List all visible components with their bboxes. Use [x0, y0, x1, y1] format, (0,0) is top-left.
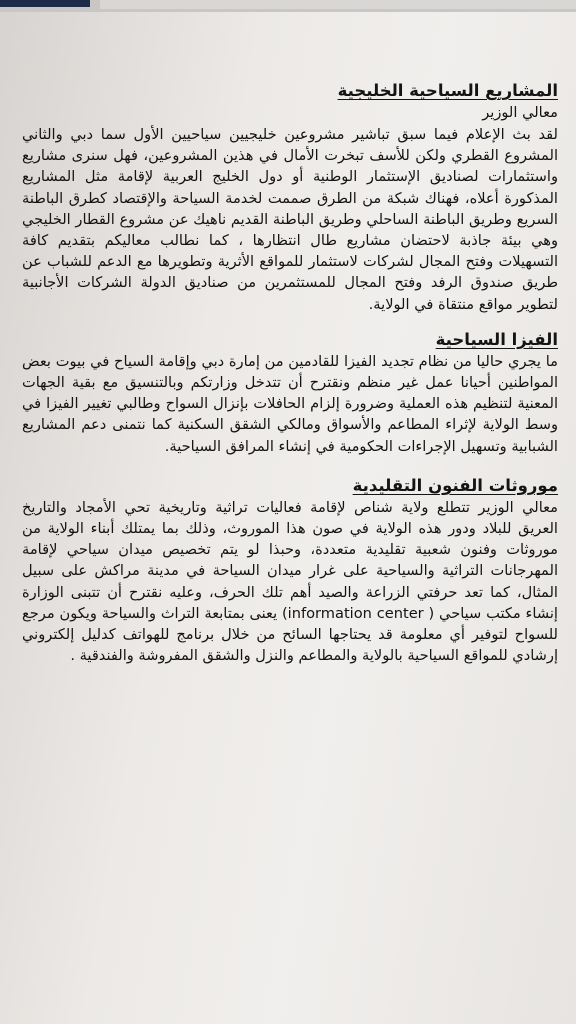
top-edge-strip [0, 0, 576, 12]
section-tourist-visa [22, 329, 558, 457]
section-body: ما يجري حاليا من نظام تجديد الفيزا للقادمين من إمارة دبي وإقامة السياح في بيوت بعض المواطنين أحيانا عمل غير منظم ونقترح أن تتدخل وزارتكم وبالتنسيق مع بقية الجهات المعنية لتنظيم هذه العملية وضرورة إلزام الحافلات بإنزال السواح وطالبي تغيير الفيزا في وسط الولاية لإثراء المطاعم والأسواق ومالكي الشقق السكنية كما نتمنى دعم المشاريع الشبابية وتسهيل الإجراءات الحكومية في إنشاء المرافق السياحية. [22, 352, 558, 455]
section-heading: موروثات الفنون التقليدية [352, 475, 558, 495]
greeting-line: معالي الوزير [482, 104, 558, 121]
section-heading: المشاريع السياحية الخليجية [337, 81, 558, 100]
document-content [22, 80, 558, 666]
section-gulf-tourism-projects [22, 80, 558, 315]
top-edge-dark-strip [0, 0, 90, 7]
section-heading: الفيزا السياحية [435, 329, 558, 349]
section-body: معالي الوزير تتطلع ولاية شناص لإقامة فعاليات تراثية وتاريخية تحي الأمجاد والتاريخ العريق للبلاد ودور هذه الولاية في صون هذا الموروث، وذلك بما يمتلك أبناء الولاية من موروثات وفنون شعبية تقليدية متعددة، وحبذا لو يتم تخصيص ميدان سياحي لإقامة المهرجانات التراثية والسياحية على غرار ميدان السياحة في مدينة مراكش على سبيل المثال، كما تعد حرفتي الزراعة والصيد أهم تلك الحرف، وعليه نقترح أن تتبنى الوزارة إنشاء مكتب سياحي ( information center) يعنى بمتابعة التراث والسياحة ويكون مرجع للسواح لتوفير أي معلومة قد يحتاجها السائح من خلال برنامج للهواتف كدليل إلكتروني إرشادي للمواقع السياحية بالولاية والمطاعم والنزل والشقق المفروشة والفندقية . [22, 498, 558, 665]
section-traditional-arts [22, 475, 558, 667]
top-edge-light-strip [100, 0, 576, 9]
section-body: لقد بث الإعلام فيما سبق تباشير مشروعين خليجيين سياحيين الأول سما دبي والثاني المشروع القطري ولكن للأسف تبخرت الأمال في هذين المشروعين، فهل سنرى مشاريع واستثمارات لصناديق الإستثمار الوطنية أو دول الخليج العربية لإقامة مثل المشاريع المذكورة أعلاه، فهناك شبكة من الطرق صممت لخدمة السياحة والإقتصاد كطرق الباطنة السريع وطريق الباطنة الساحلي وطريق الباطنة القديم ناهيك عن مشروع القطار الخليجي وهي بيئة جاذبة لاحتضان مشاريع طال انتظارها ، كما نطالب معاليكم بتقديم كافة التسهيلات وفتح المجال لشركات لاستثمار للمواقع الأثرية وتطويرها مع الدعم للشباب عن طريق صندوق الرفد وفتح المجال للمستثمرين من صناديق الدولة الشركات الأجانبية لتطوير مواقع منتقاة في الولاية. [22, 126, 558, 313]
